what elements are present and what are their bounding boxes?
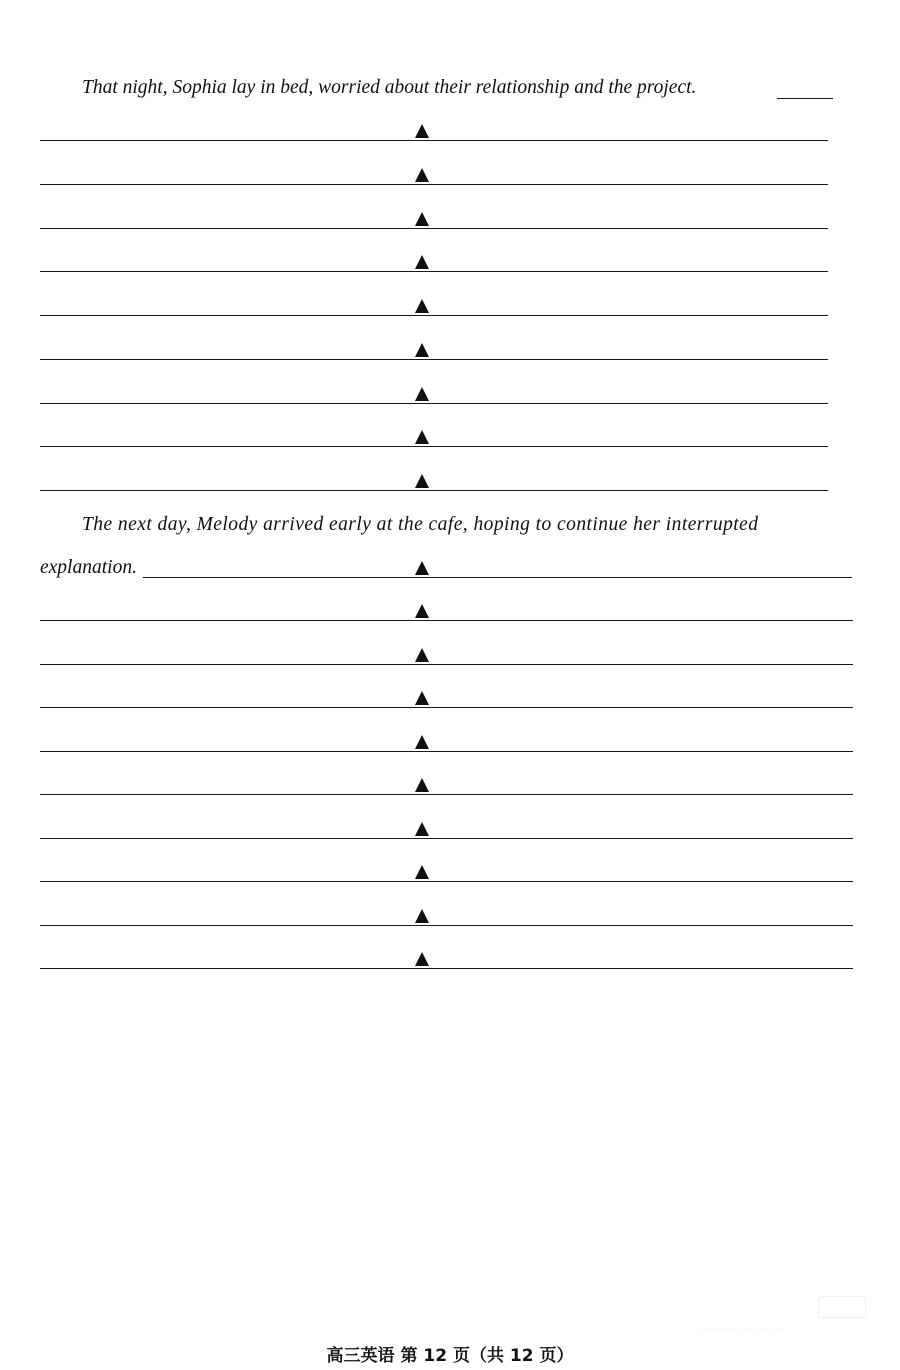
answer-marker-triangle-icon xyxy=(415,865,429,879)
answer-marker-triangle-icon xyxy=(415,474,429,488)
answer-marker-triangle-icon xyxy=(415,343,429,357)
answer-line[interactable] xyxy=(40,838,853,839)
answer-line[interactable] xyxy=(40,925,853,926)
answer-line[interactable] xyxy=(40,446,828,447)
answer-marker-triangle-icon xyxy=(415,561,429,575)
answer-marker-triangle-icon xyxy=(415,822,429,836)
section2-prompt-line1: The next day, Melody arrived early at the cafe, hoping to continue her interrupted xyxy=(82,514,759,535)
answer-marker-triangle-icon xyxy=(415,124,429,138)
section1-prompt: That night, Sophia lay in bed, worried about their relationship and the project. xyxy=(82,77,697,98)
watermark-mark: 〰 〰 〰 〰 〰 〰 xyxy=(700,1324,784,1337)
answer-marker-triangle-icon xyxy=(415,168,429,182)
section2-prompt-blank[interactable] xyxy=(143,577,852,578)
answer-line[interactable] xyxy=(40,620,853,621)
answer-line[interactable] xyxy=(40,184,828,185)
watermark-logo-icon xyxy=(818,1296,866,1318)
answer-line[interactable] xyxy=(40,403,828,404)
answer-line[interactable] xyxy=(40,140,828,141)
answer-line[interactable] xyxy=(40,751,853,752)
answer-line[interactable] xyxy=(40,315,828,316)
answer-line[interactable] xyxy=(40,881,853,882)
answer-marker-triangle-icon xyxy=(415,212,429,226)
answer-marker-triangle-icon xyxy=(415,255,429,269)
answer-marker-triangle-icon xyxy=(415,691,429,705)
answer-marker-triangle-icon xyxy=(415,387,429,401)
section1-prompt-blank[interactable] xyxy=(777,98,833,99)
answer-marker-triangle-icon xyxy=(415,952,429,966)
answer-line[interactable] xyxy=(40,664,853,665)
answer-marker-triangle-icon xyxy=(415,735,429,749)
answer-line[interactable] xyxy=(40,794,853,795)
answer-line[interactable] xyxy=(40,707,853,708)
answer-marker-triangle-icon xyxy=(415,604,429,618)
answer-marker-triangle-icon xyxy=(415,430,429,444)
answer-marker-triangle-icon xyxy=(415,909,429,923)
answer-line[interactable] xyxy=(40,271,828,272)
answer-marker-triangle-icon xyxy=(415,299,429,313)
watermark xyxy=(700,1296,875,1344)
answer-line[interactable] xyxy=(40,228,828,229)
answer-line[interactable] xyxy=(40,968,853,969)
page-footer: 高三英语 第 12 页（共 12 页） xyxy=(326,1346,574,1366)
answer-marker-triangle-icon xyxy=(415,778,429,792)
section2-prompt-line2: explanation. xyxy=(40,557,137,578)
answer-marker-triangle-icon xyxy=(415,648,429,662)
answer-line[interactable] xyxy=(40,359,828,360)
answer-line[interactable] xyxy=(40,490,828,491)
